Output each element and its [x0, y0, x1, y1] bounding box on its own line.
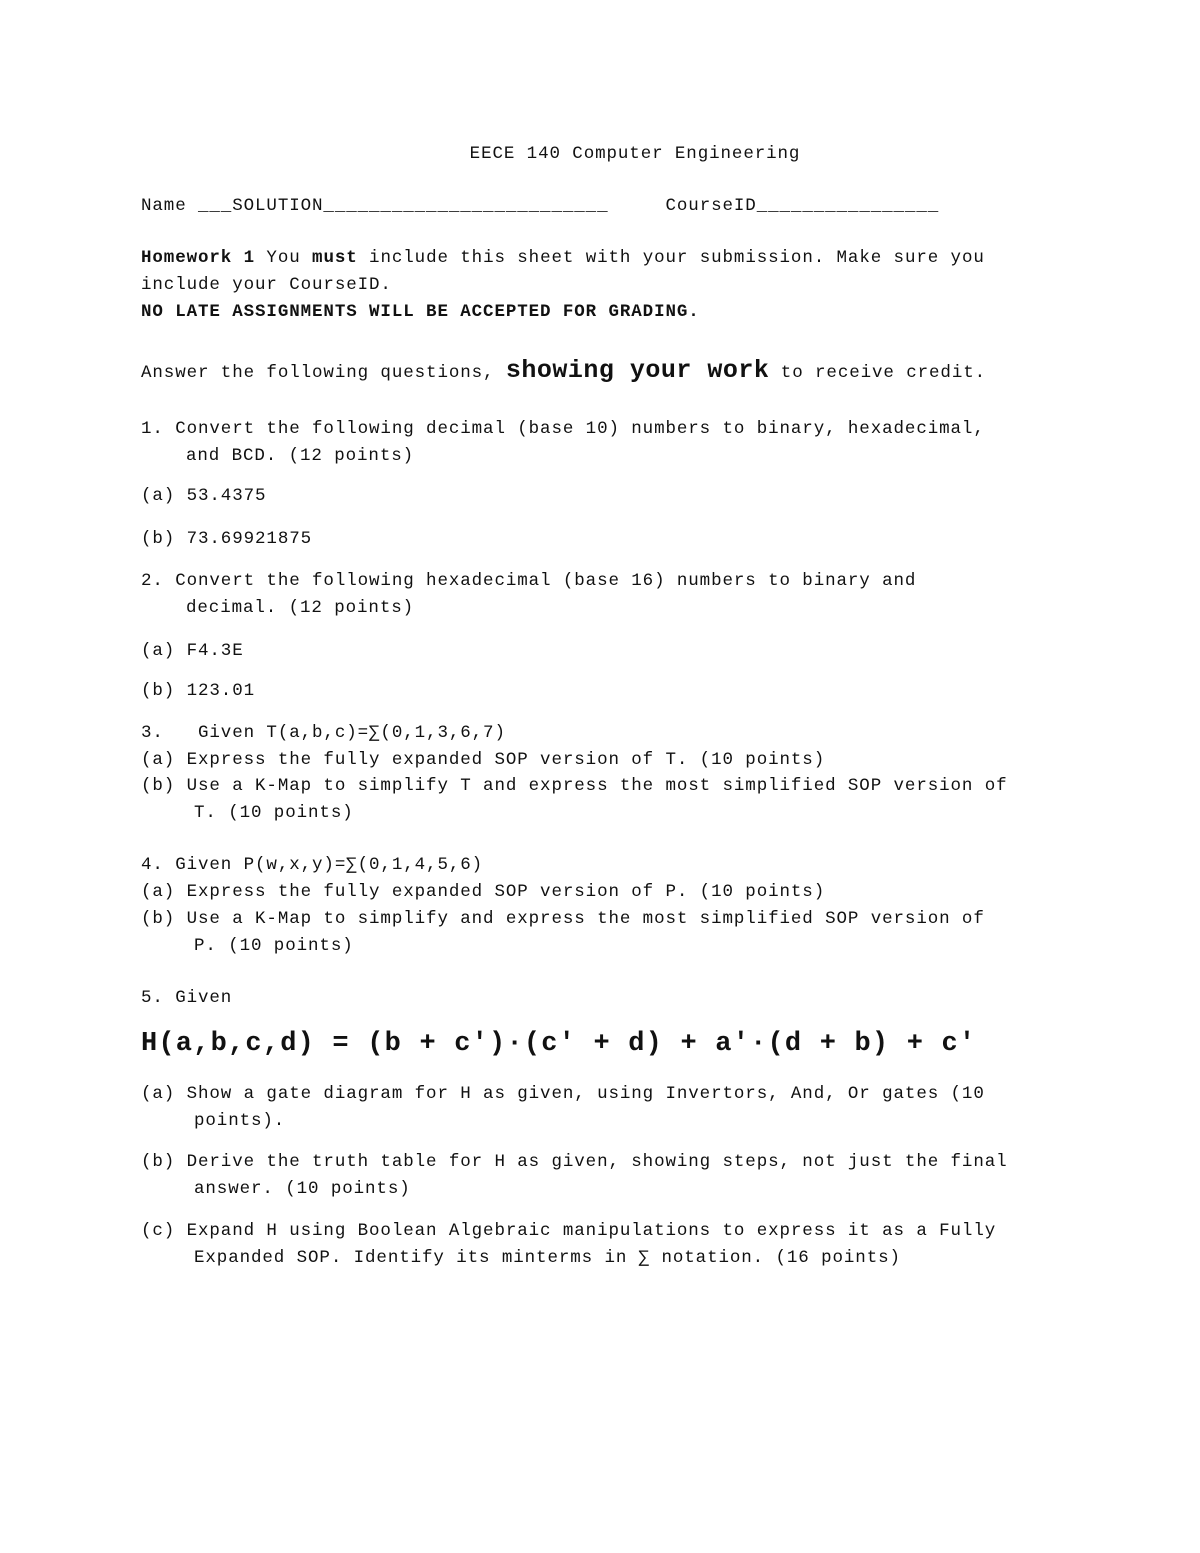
q2-part-b: (b) 123.01: [141, 681, 256, 701]
q3-line-1: 3. Given T(a,b,c)=∑(0,1,3,6,7): [141, 723, 506, 743]
must-emphasis: must: [312, 248, 358, 268]
instructions-line-1: [141, 247, 985, 269]
showing-your-work-emphasis: showing your work: [505, 356, 770, 385]
q1-line-1: 1. Convert the following decimal (base 10) numbers to binary, hexadecimal,: [141, 419, 985, 439]
q3-part-b-line-2: T. (10 points): [194, 803, 354, 823]
q5-equation: H(a,b,c,d) = (b + c′)·(c′ + d) + a′·(d + b) + c′: [141, 1029, 977, 1059]
q1-line-2: and BCD. (12 points): [186, 446, 415, 466]
q3-part-a: (a) Express the fully expanded SOP version of T. (10 points): [141, 750, 826, 770]
q2-line-2: decimal. (12 points): [186, 598, 415, 618]
answer-text: to receive credit.: [769, 363, 987, 383]
q5-line-1: 5. Given: [141, 988, 233, 1008]
late-notice: [141, 301, 700, 323]
q3-part-b-line-1: (b) Use a K-Map to simplify T and express the most simplified SOP version of: [141, 776, 1008, 796]
q4-part-b-line-2: P. (10 points): [194, 936, 354, 956]
answer-text: Answer the following questions,: [141, 363, 506, 383]
q1-part-a: (a) 53.4375: [141, 486, 267, 506]
q4-part-a: (a) Express the fully expanded SOP version of P. (10 points): [141, 882, 826, 902]
answer-instruction: [141, 356, 987, 385]
q2-part-a: (a) F4.3E: [141, 641, 244, 661]
late-notice-text: NO LATE ASSIGNMENTS WILL BE ACCEPTED FOR GRADING.: [141, 302, 700, 322]
q5-part-c-line-1: (c) Expand H using Boolean Algebraic manipulations to express it as a Fully: [141, 1221, 997, 1241]
q5-part-c-line-2: Expanded SOP. Identify its minterms in ∑ notation. (16 points): [194, 1248, 901, 1268]
homework-label: Homework 1: [141, 248, 256, 268]
q5-part-a-line-1: (a) Show a gate diagram for H as given, using Invertors, And, Or gates (10: [141, 1084, 985, 1104]
name-field-line: [141, 195, 939, 217]
course-title: EECE 140 Computer Engineering: [469, 144, 801, 164]
q1-part-b: (b) 73.69921875: [141, 529, 313, 549]
instructions-line-2: include your CourseID.: [141, 275, 392, 295]
q5-part-b-line-1: (b) Derive the truth table for H as given, showing steps, not just the final: [141, 1152, 1008, 1172]
instructions-text: include this sheet with your submission. Make sure you: [357, 248, 985, 268]
q5-part-b-line-2: answer. (10 points): [194, 1179, 411, 1199]
q5-part-a-line-2: points).: [194, 1111, 286, 1131]
q2-line-1: 2. Convert the following hexadecimal (base 16) numbers to binary and: [141, 571, 917, 591]
courseid-field: CourseID________________: [665, 196, 940, 216]
instructions-text: You: [255, 248, 313, 268]
name-field: Name ___SOLUTION_________________________: [141, 196, 609, 216]
q4-line-1: 4. Given P(w,x,y)=∑(0,1,4,5,6): [141, 855, 484, 875]
q4-part-b-line-1: (b) Use a K-Map to simplify and express the most simplified SOP version of: [141, 909, 985, 929]
